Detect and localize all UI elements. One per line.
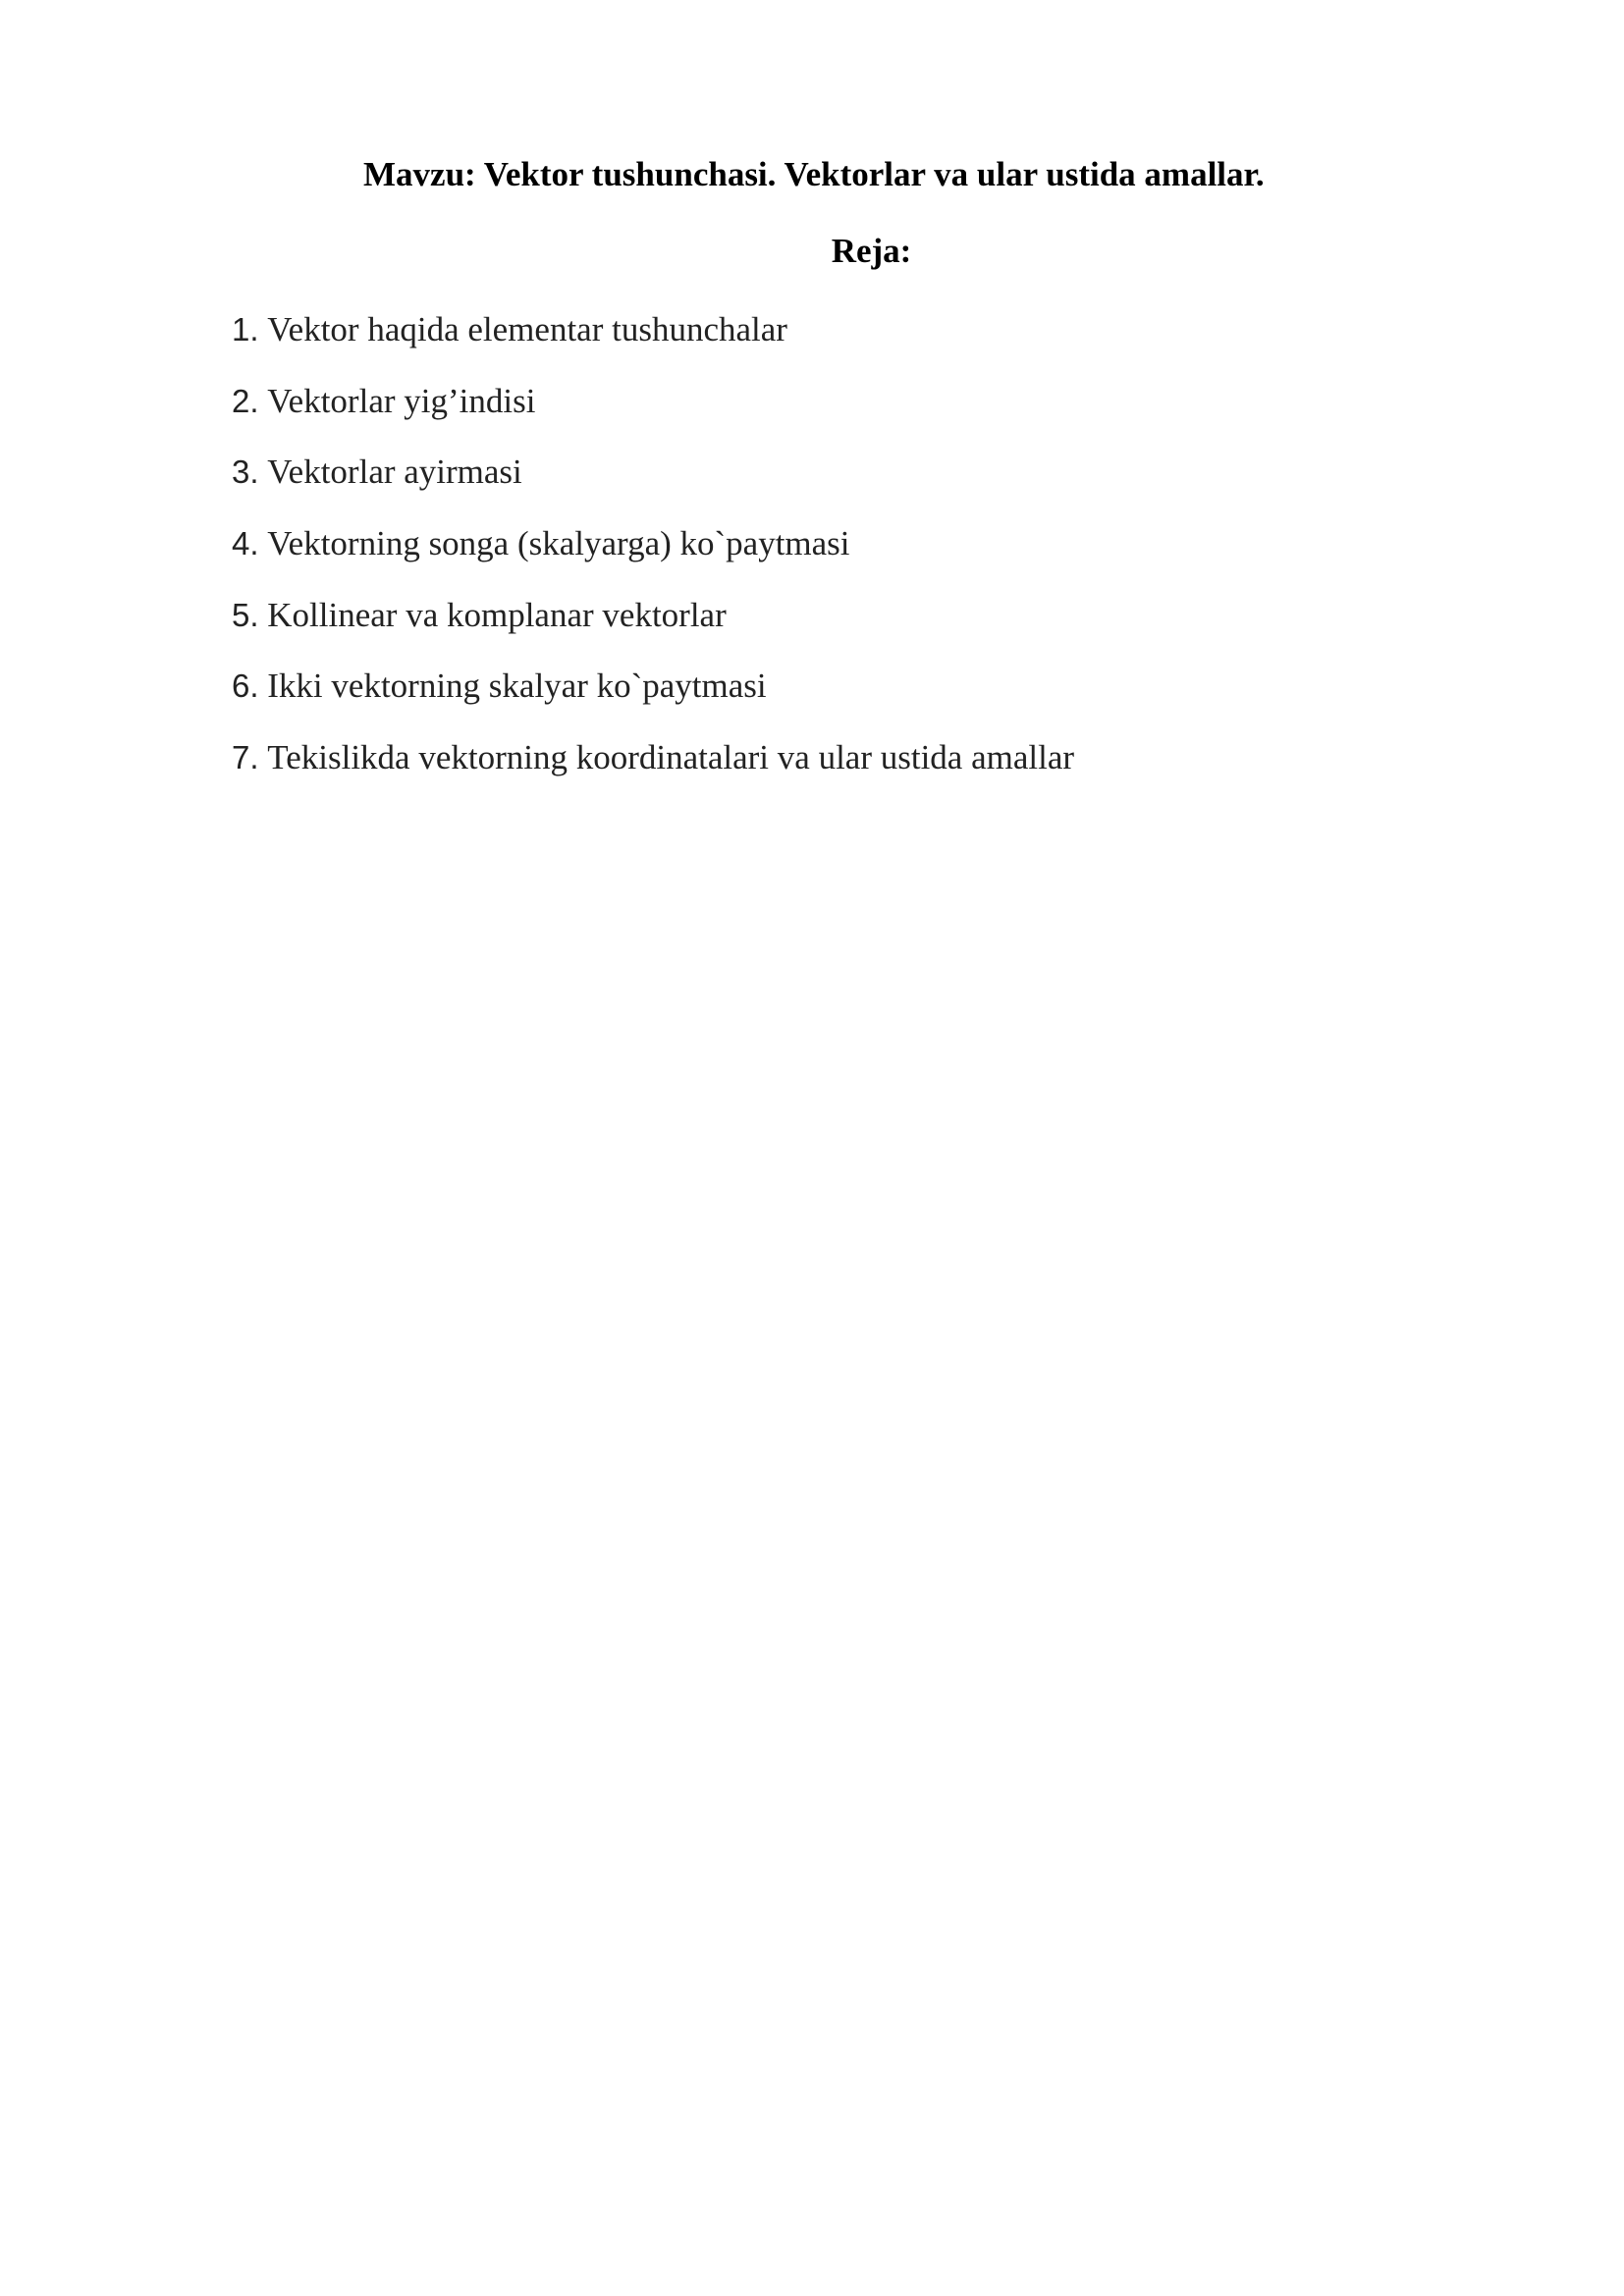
plan-item [232, 308, 1074, 380]
plan-item-text: Ikki vektorning skalyar ko`paytmasi [267, 667, 767, 706]
plan-item [232, 736, 1074, 808]
plan-item [232, 451, 1074, 522]
plan-item-number: 1. [232, 311, 259, 347]
document-title: Mavzu: Vektor tushunchasi. Vektorlar va ular ustida amallar. [363, 155, 1265, 193]
plan-item-text: Tekislikda vektorning koordinatalari va ular ustida amallar [267, 738, 1075, 777]
plan-item-text: Vektorning songa (skalyarga) ko`paytmasi [267, 524, 850, 563]
plan-item-text: Vektorlar ayirmasi [267, 453, 522, 492]
plan-heading: Reja: [831, 232, 912, 270]
plan-item-text: Vektor haqida elementar tushunchalar [267, 310, 787, 348]
plan-item [232, 594, 1074, 666]
plan-item-text: Vektorlar yig’indisi [267, 381, 536, 420]
plan-list [232, 308, 1074, 808]
plan-item [232, 380, 1074, 452]
plan-item-number: 2. [232, 382, 259, 419]
plan-item-text: Kollinear va komplanar vektorlar [267, 595, 727, 634]
plan-item-number: 6. [232, 667, 259, 705]
plan-item-number: 3. [232, 454, 259, 491]
plan-item [232, 665, 1074, 736]
plan-item-number: 7. [232, 739, 259, 776]
plan-item-number: 4. [232, 525, 259, 562]
plan-item [232, 522, 1074, 594]
plan-item-number: 5. [232, 596, 259, 633]
